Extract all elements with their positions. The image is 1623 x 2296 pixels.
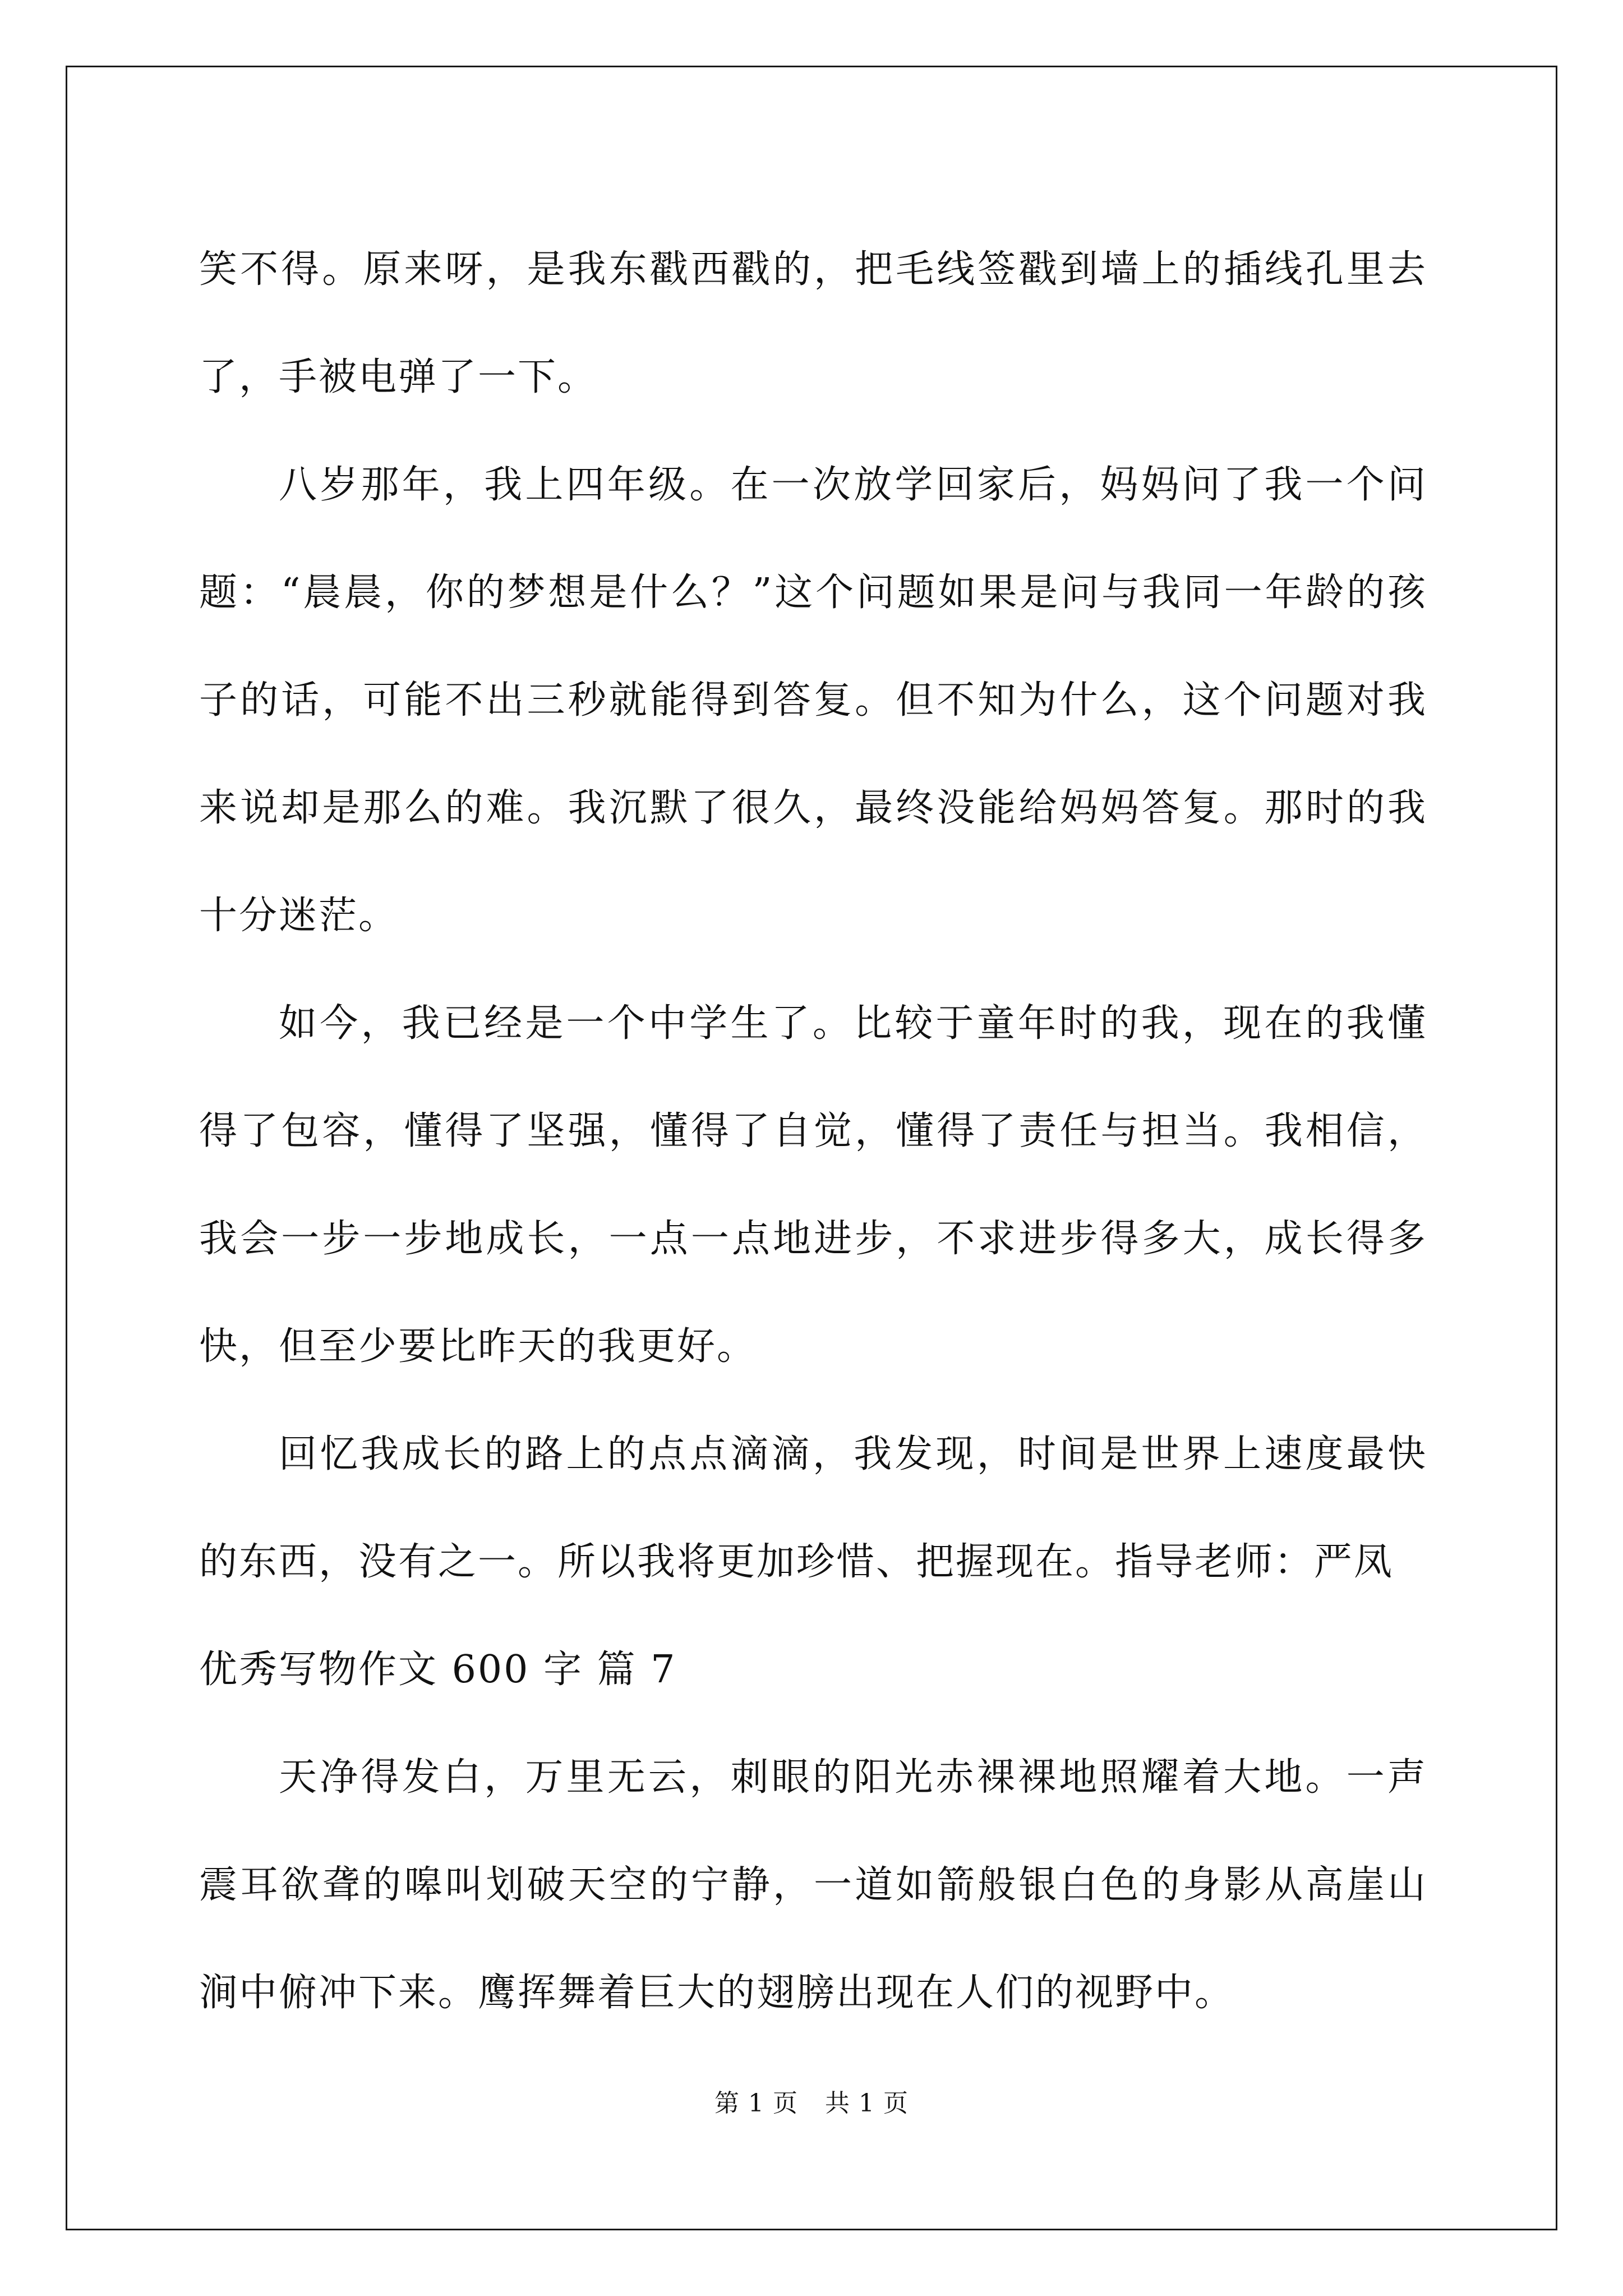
document-body — [199, 216, 1427, 2047]
page-number-current: 第 1 页 — [714, 2089, 798, 2118]
paragraph: 如今，我已经是一个中学生了。比较于童年时的我，现在的我懂得了包容，懂得了坚强，懂得了自觉，懂得了责任与担当。我相信，我会一步一步地成长，一点一点地进步，不求进步得多大，成长得多快，但至少要比昨天的我更好。 — [199, 1001, 1427, 1369]
paragraph: 回忆我成长的路上的点点滴滴，我发现，时间是世界上速度最快的东西，没有之一。所以我将更加珍惜、把握现在。指导老师：严凤 — [199, 1432, 1427, 1584]
section-heading: 优秀写物作文 600 字 篇 7 — [199, 1648, 677, 1692]
paragraph: 八岁那年，我上四年级。在一次放学回家后，妈妈问了我一个问题：“晨晨，你的梦想是什么？”这个问题如果是问与我同一年龄的孩子的话，可能不出三秒就能得到答复。但不知为什么，这个问题对我来说却是那么的难。我沉默了很久，最终没能给妈妈答复。那时的我十分迷茫。 — [199, 463, 1427, 938]
paragraph: 天净得发白，万里无云，刺眼的阳光赤裸裸地照耀着大地。一声震耳欲聋的嗥叫划破天空的宁静，一道如箭般银白色的身影从高崖山涧中俯冲下来。鹰挥舞着巨大的翅膀出现在人们的视野中。 — [199, 1755, 1427, 2015]
page-number-total: 共 1 页 — [825, 2089, 909, 2118]
page-footer — [0, 2087, 1623, 2120]
paragraph: 笑不得。原来呀，是我东戳西戳的，把毛线签戳到墙上的插线孔里去了，手被电弹了一下。 — [199, 247, 1427, 399]
